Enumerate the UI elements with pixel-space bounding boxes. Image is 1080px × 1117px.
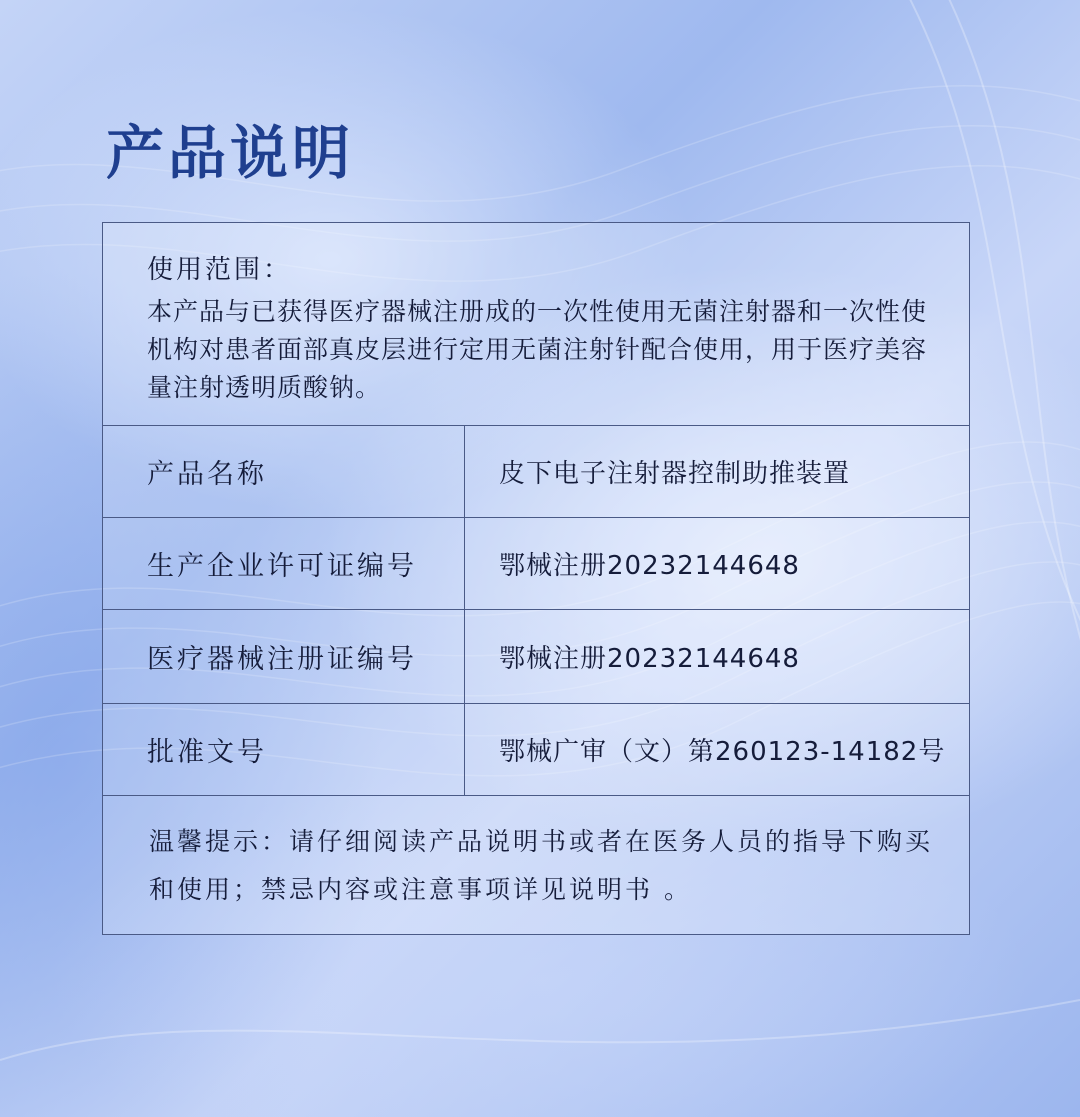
row-label: 批准文号 [103, 704, 465, 795]
usage-scope-section [103, 223, 969, 426]
usage-scope-heading: 使用范围： [147, 255, 293, 285]
row-label: 医疗器械注册证编号 [103, 610, 465, 703]
warm-tip-section [103, 796, 969, 934]
page-title: 产品说明 [106, 119, 355, 187]
table-row [103, 426, 969, 518]
table-row [103, 610, 969, 704]
row-value: 皮下电子注射器控制助推装置 [499, 459, 851, 489]
table-row [103, 704, 969, 796]
row-label: 生产企业许可证编号 [103, 518, 465, 609]
usage-scope-text: 本产品与已获得医疗器械注册成的一次性使用无菌注射器和一次性使机构对患者面部真皮层进行定用无菌注射针配合使用，用于医疗美容量注射透明质酸钠。 [147, 297, 928, 402]
table-row [103, 518, 969, 610]
row-label: 产品名称 [103, 426, 465, 517]
product-info-table [102, 222, 970, 935]
row-value: 鄂械注册20232144648 [499, 644, 800, 674]
row-value: 鄂械注册20232144648 [499, 551, 800, 581]
warm-tip-text: 温馨提示：请仔细阅读产品说明书或者在医务人员的指导下购买和使用；禁忌内容或注意事项详见说明书 。 [149, 827, 934, 904]
row-value: 鄂械广审（文）第260123-14182号 [499, 737, 946, 767]
